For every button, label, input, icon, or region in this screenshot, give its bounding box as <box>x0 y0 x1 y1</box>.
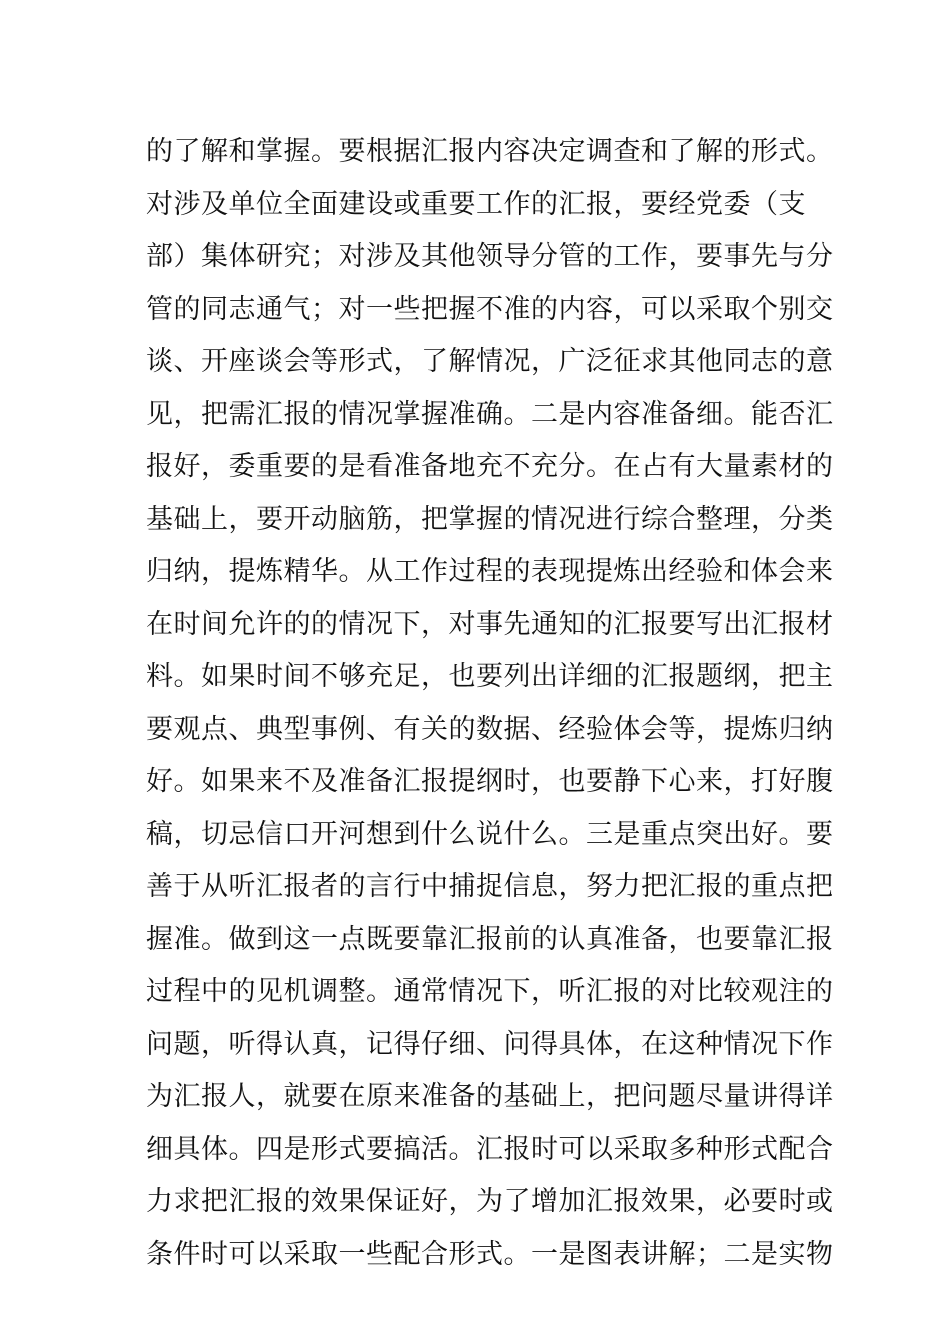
text-line: 好。如果来不及准备汇报提纲时，也要静下心来，打好腹 <box>146 766 834 797</box>
body-paragraph <box>146 126 834 1281</box>
text-line: 归纳，提炼精华。从工作过程的表现提炼出经验和体会来 <box>146 556 834 587</box>
text-line: 要观点、典型事例、有关的数据、经验体会等，提炼归纳 <box>146 713 834 745</box>
text-line: 条件时可以采取一些配合形式。一是图表讲解；二是实物 <box>146 1238 834 1270</box>
text-line: 对涉及单位全面建设或重要工作的汇报，要经党委（支 <box>146 188 806 220</box>
text-line: 为汇报人，就要在原来准备的基础上，把问题尽量讲得详 <box>146 1081 834 1112</box>
text-line: 见，把需汇报的情况掌握准确。二是内容准备细。能否汇 <box>146 398 834 430</box>
text-line: 握准。做到这一点既要靠汇报前的认真准备，也要靠汇报 <box>146 923 834 955</box>
text-line: 料。如果时间不够充足，也要列出详细的汇报题纲，把主 <box>146 661 834 692</box>
text-line: 过程中的见机调整。通常情况下，听汇报的对比较观注的 <box>146 976 834 1007</box>
text-line: 善于从听汇报者的言行中捕捉信息，努力把汇报的重点把 <box>146 871 834 902</box>
text-line: 细具体。四是形式要搞活。汇报时可以采取多种形式配合 <box>146 1133 834 1165</box>
text-line: 管的同志通气；对一些把握不准的内容，可以采取个别交 <box>146 293 834 325</box>
text-line: 稿，切忌信口开河想到什么说什么。三是重点突出好。要 <box>146 818 834 850</box>
text-line: 报好，委重要的是看准备地充不充分。在占有大量素材的 <box>146 451 834 482</box>
text-line: 部）集体研究；对涉及其他领导分管的工作，要事先与分 <box>146 241 834 272</box>
text-line: 问题，听得认真，记得仔细、问得具体，在这种情况下作 <box>146 1028 834 1060</box>
text-line: 基础上，要开动脑筋，把掌握的情况进行综合整理，分类 <box>146 503 834 535</box>
text-line: 在时间允许的的情况下，对事先通知的汇报要写出汇报材 <box>146 608 834 640</box>
text-line: 谈、开座谈会等形式，了解情况，广泛征求其他同志的意 <box>146 346 834 377</box>
text-line: 力求把汇报的效果保证好，为了增加汇报效果，必要时或 <box>146 1186 834 1217</box>
text-line: 的了解和掌握。要根据汇报内容决定调查和了解的形式。 <box>146 136 834 167</box>
